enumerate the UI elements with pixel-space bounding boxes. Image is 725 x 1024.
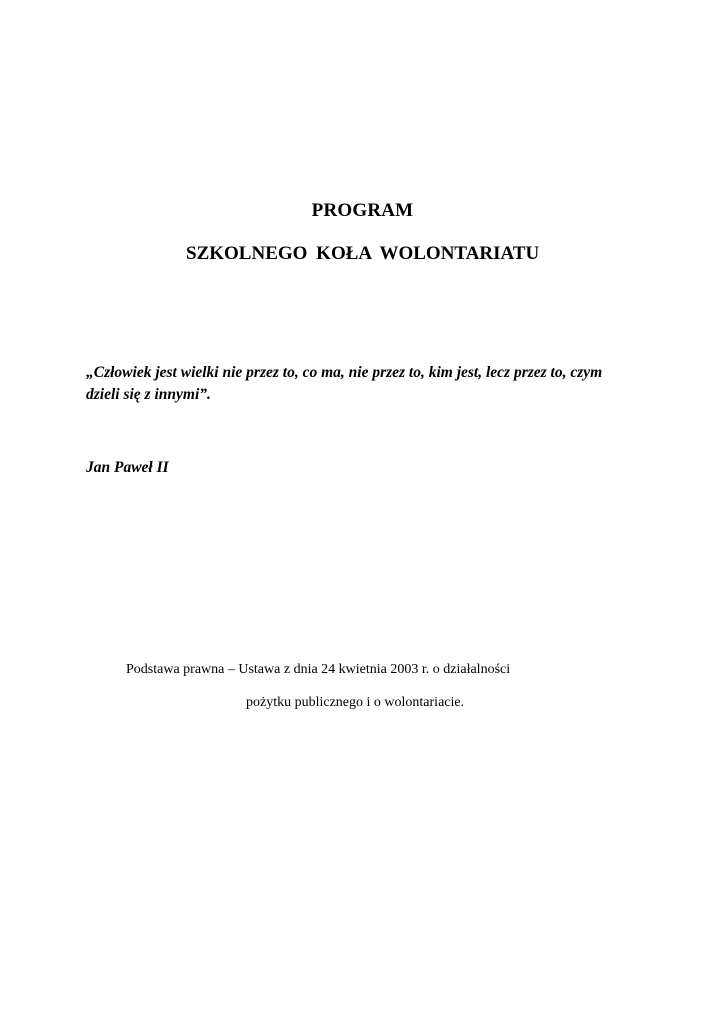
quote-author: Jan Paweł II <box>86 459 169 476</box>
document-subtitle: SZKOLNEGO KOŁA WOLONTARIATU <box>186 243 540 264</box>
legal-basis-line-1: Podstawa prawna – Ustawa z dnia 24 kwietnia 2003 r. o działalności <box>126 662 511 677</box>
legal-basis-line-2: pożytku publicznego i o wolontariacie. <box>246 695 465 710</box>
motto-quote: „Człowiek jest wielki nie przez to, co ma, nie przez to, kim jest, lecz przez to, czym dzieli się z innymi”. <box>86 364 603 403</box>
document-title: PROGRAM <box>311 200 414 221</box>
